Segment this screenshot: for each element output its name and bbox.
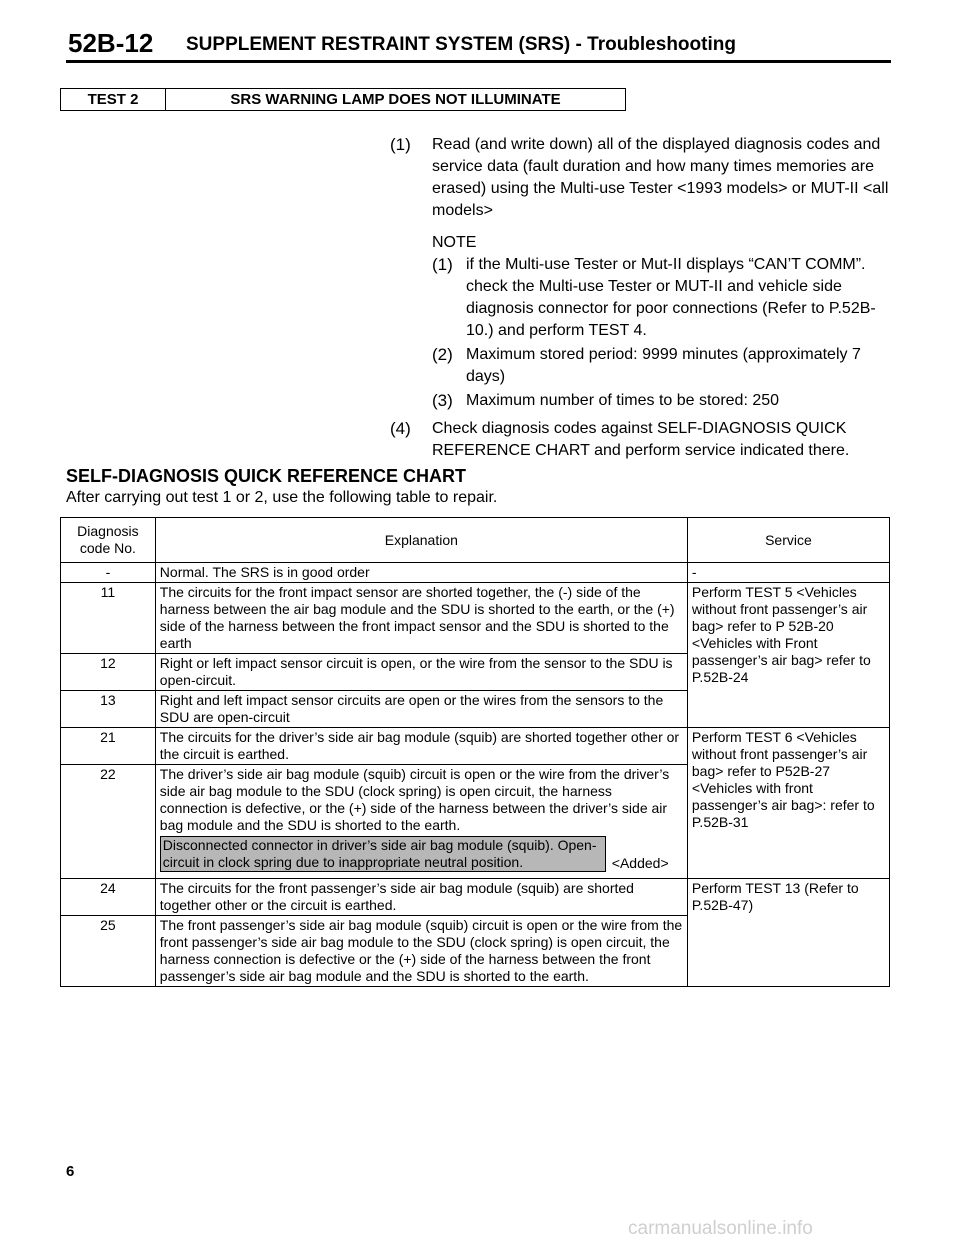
explanation-cell: The circuits for the driver’s side air bag module (squib) are shorted together other or the circuit is earthed. bbox=[155, 728, 687, 765]
col-header-service: Service bbox=[687, 518, 889, 563]
note-number: (2) bbox=[432, 345, 453, 364]
test-header-box bbox=[60, 88, 626, 111]
procedure-steps bbox=[390, 134, 895, 462]
table-header-row bbox=[61, 518, 890, 563]
explanation-cell: The circuits for the front impact sensor are shorted together, the (-) side of the harness between the air bag module and the SDU is shorted to the earth, or the (+) side of the harness between the front impact sensor and the SDU is shorted to the earth bbox=[155, 583, 687, 654]
code-cell: 11 bbox=[61, 583, 156, 654]
step-number: (1) bbox=[390, 135, 411, 154]
note-item-1 bbox=[432, 254, 895, 342]
test-label: TEST 2 bbox=[61, 89, 166, 110]
table-row bbox=[61, 563, 890, 583]
added-note bbox=[160, 834, 683, 872]
chart-title: SELF-DIAGNOSIS QUICK REFERENCE CHART bbox=[66, 466, 467, 486]
test-title: SRS WARNING LAMP DOES NOT ILLUMINATE bbox=[230, 91, 561, 108]
step-text: Check diagnosis codes against SELF-DIAGNOSIS QUICK REFERENCE CHART and perform service indicated there. bbox=[432, 420, 850, 459]
explanation-cell: Right and left impact sensor circuits are open or the wires from the sensors to the SDU are open-circuit bbox=[155, 691, 687, 728]
service-cell: Perform TEST 5 <Vehicles without front passenger’s air bag> refer to P 52B-20 <Vehicles with Front passenger’s air bag> refer to P.52B-24 bbox=[687, 583, 889, 728]
section-number: 52B-12 bbox=[68, 28, 154, 58]
step-text: Read (and write down) all of the displayed diagnosis codes and service data (fault duration and how many times memories are erased) using the Multi-use Tester <1993 models> or MUT-II <all models> bbox=[432, 136, 889, 219]
added-text-highlight: Disconnected connector in driver’s side air bag module (squib). Open-circuit in clock spring due to inappropriate neutral position. bbox=[160, 836, 606, 872]
code-cell: 13 bbox=[61, 691, 156, 728]
note-text: Maximum stored period: 9999 minutes (approximately 7 days) bbox=[466, 346, 861, 385]
explanation-cell: The circuits for the front passenger’s side air bag module (squib) are shorted together other or the circuit is earthed. bbox=[155, 879, 687, 916]
explanation-text: The driver’s side air bag module (squib) circuit is open or the wire from the driver’s side air bag module to the SDU (clock spring) is open circuit, the harness connection is defective, or the (+) side of the harness between the driver’s side air bag module and the SDU is shorted to the earth. bbox=[159, 766, 670, 833]
note-number: (1) bbox=[432, 255, 453, 274]
step-4 bbox=[390, 418, 895, 462]
note-block bbox=[432, 232, 895, 412]
code-cell: 21 bbox=[61, 728, 156, 765]
table-row bbox=[61, 583, 890, 654]
explanation-cell bbox=[155, 765, 687, 879]
note-item-2 bbox=[432, 344, 895, 388]
table-row bbox=[61, 879, 890, 916]
note-text: if the Multi-use Tester or Mut-II displays “CAN’T COMM”. check the Multi-use Tester or MUT-II and vehicle side diagnosis connector for poor connections (Refer to P.52B-10.) and perform TEST 4. bbox=[466, 256, 876, 339]
note-text: Maximum number of times to be stored: 250 bbox=[466, 392, 780, 409]
explanation-cell: Right or left impact sensor circuit is open, or the wire from the sensor to the SDU is open-circuit. bbox=[155, 654, 687, 691]
col-header-explanation: Explanation bbox=[155, 518, 687, 563]
note-number: (3) bbox=[432, 391, 453, 410]
added-tag: <Added> bbox=[611, 855, 669, 871]
note-item-3 bbox=[432, 390, 895, 412]
step-1 bbox=[390, 134, 895, 222]
service-cell: Perform TEST 13 (Refer to P.52B-47) bbox=[687, 879, 889, 987]
code-cell: - bbox=[61, 563, 156, 583]
header-rule bbox=[66, 60, 891, 63]
page-number: 6 bbox=[66, 1163, 75, 1180]
explanation-cell: Normal. The SRS is in good order bbox=[155, 563, 687, 583]
code-cell: 12 bbox=[61, 654, 156, 691]
service-cell: Perform TEST 6 <Vehicles without front passenger’s air bag> refer to P52B-27 <Vehicles with front passenger’s air bag>: refer to P.52B-31 bbox=[687, 728, 889, 879]
code-cell: 22 bbox=[61, 765, 156, 879]
service-cell: - bbox=[687, 563, 889, 583]
page-title: SUPPLEMENT RESTRAINT SYSTEM (SRS) - Troubleshooting bbox=[186, 34, 736, 55]
step-number: (4) bbox=[390, 419, 411, 438]
quick-reference-table bbox=[60, 517, 890, 987]
watermark: carmanualsonline.info bbox=[628, 1218, 813, 1239]
code-cell: 25 bbox=[61, 916, 156, 987]
chart-subtitle: After carrying out test 1 or 2, use the following table to repair. bbox=[66, 489, 498, 506]
explanation-cell: The front passenger’s side air bag module (squib) circuit is open or the wire from the front passenger’s side air bag module to the SDU (clock spring) is open circuit, the harness connection is defective or the (+) side of the harness between the front passenger’s side air bag module and the SDU is shorted to the earth. bbox=[155, 916, 687, 987]
table-row bbox=[61, 728, 890, 765]
col-header-code: Diagnosis code No. bbox=[61, 518, 156, 563]
note-label: NOTE bbox=[432, 234, 477, 251]
code-cell: 24 bbox=[61, 879, 156, 916]
